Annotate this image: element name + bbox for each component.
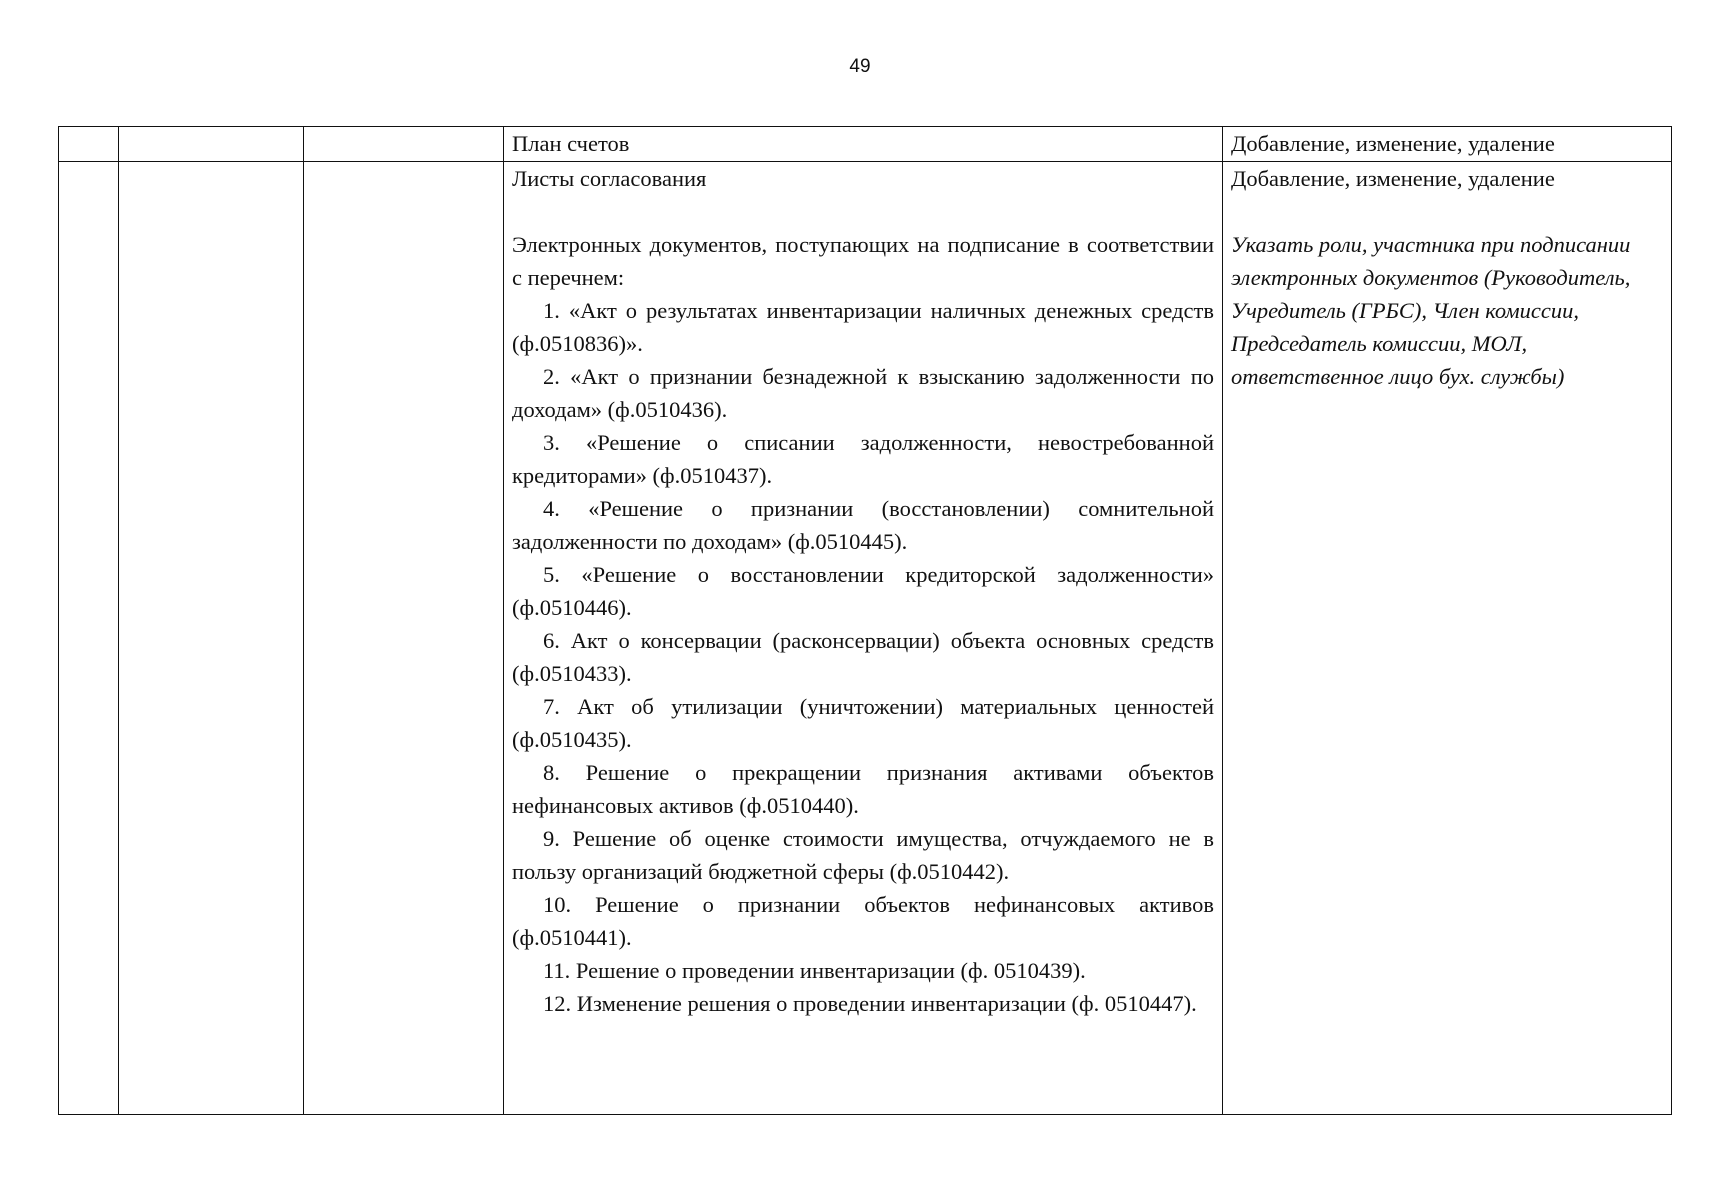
empty-cell-3 (304, 127, 504, 162)
setting-action: Добавление, изменение, удаление (1231, 166, 1555, 191)
setting-action-cell (1223, 162, 1672, 1115)
document-item: 3. «Решение о списании задолженности, невостребованной кредиторами» (ф.0510437). (512, 430, 1214, 488)
empty-cell-1 (59, 127, 119, 162)
document-item: 9. Решение об оценке стоимости имущества, отчуждаемого не в пользу организаций бюджетной сферы (ф.0510442). (512, 826, 1214, 884)
document-item: 4. «Решение о признании (восстановлении) сомнительной задолженности по доходам» (ф.0510445). (512, 496, 1214, 554)
empty-cell-1 (59, 162, 119, 1115)
document-item: 11. Решение о проведении инвентаризации (ф. 0510439). (543, 958, 1086, 983)
settings-table (58, 126, 1672, 1115)
page-number: 49 (849, 56, 871, 77)
document-item: 6. Акт о консервации (расконсервации) объекта основных средств (ф.0510433). (512, 628, 1214, 686)
empty-cell-3 (304, 162, 504, 1115)
setting-name-cell (504, 162, 1223, 1115)
document-item: 12. Изменение решения о проведении инвентаризации (ф. 0510447). (543, 991, 1197, 1016)
document-item: 10. Решение о признании объектов нефинансовых активов (ф.0510441). (512, 892, 1214, 950)
table-row-plan (59, 127, 1672, 162)
documents-intro: Электронных документов, поступающих на подписание в соответствии с перечнем: (512, 232, 1214, 290)
setting-name-cell (504, 127, 1223, 162)
empty-cell-2 (119, 127, 304, 162)
spacer (1231, 195, 1663, 228)
setting-action-cell (1223, 127, 1672, 162)
document-item: 2. «Акт о признании безнадежной к взысканию задолженности по доходам» (ф.0510436). (512, 364, 1214, 422)
document-item: 5. «Решение о восстановлении кредиторской задолженности» (ф.0510446). (512, 562, 1214, 620)
document-item: 1. «Акт о результатах инвентаризации наличных денежных средств (ф.0510836)». (512, 298, 1214, 356)
roles-note: Указать роли, участника при подписании электронных документов (Руководитель, Учредитель (ГРБС), Член комиссии, Председатель комиссии, МОЛ, ответственное лицо бух. службы) (1231, 232, 1631, 389)
spacer (512, 195, 1214, 228)
setting-action: Добавление, изменение, удаление (1231, 131, 1555, 156)
empty-cell-2 (119, 162, 304, 1115)
document-item: 8. Решение о прекращении признания активами объектов нефинансовых активов (ф.0510440). (512, 760, 1214, 818)
document-item: 7. Акт об утилизации (уничтожении) материальных ценностей (ф.0510435). (512, 694, 1214, 752)
setting-name: Листы согласования (512, 166, 707, 191)
setting-name: План счетов (512, 131, 630, 156)
table-row-lists (59, 162, 1672, 1115)
